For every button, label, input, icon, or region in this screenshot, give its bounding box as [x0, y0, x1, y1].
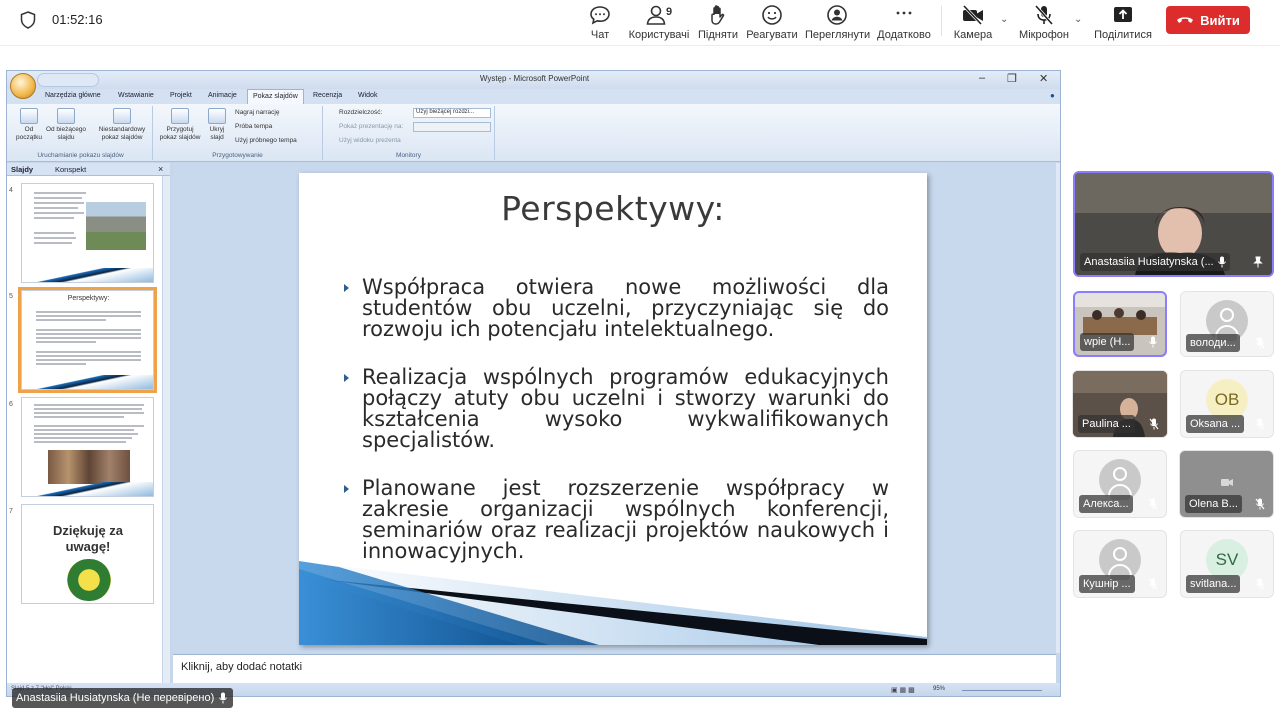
mic-icon	[1218, 256, 1226, 268]
group-photo	[48, 450, 130, 484]
slides-panel-scrollbar[interactable]	[162, 176, 170, 683]
slide-thumbnail-current[interactable]: Perspektywy:	[21, 290, 154, 390]
leave-button[interactable]	[1166, 6, 1250, 34]
phone-hangup-icon	[1176, 15, 1194, 25]
slides-panel-tabs	[7, 163, 170, 176]
participant-name: Кушнір ...	[1079, 575, 1135, 593]
view-label: Переглянути	[805, 29, 871, 41]
mic-off-icon	[1255, 337, 1265, 349]
setup-show-button[interactable]: Przygotuj pokaz slajdów	[155, 108, 205, 142]
slide-footer-decoration	[299, 561, 927, 645]
ribbon	[7, 104, 1061, 162]
microphone-button[interactable]	[1018, 3, 1070, 41]
avatar-initials: OB	[1206, 379, 1248, 421]
camera-button[interactable]	[952, 3, 994, 41]
ribbon-tab-animations[interactable]: Animacje	[208, 92, 237, 99]
university-seal-icon	[67, 559, 111, 601]
participant-tile[interactable]	[1180, 370, 1274, 438]
participant-tile[interactable]	[1072, 370, 1168, 438]
zoom-slider[interactable]	[962, 690, 1042, 691]
mic-off-icon	[1149, 418, 1159, 430]
close-icon[interactable]: ×	[158, 164, 164, 174]
slideshow-icon	[57, 108, 75, 124]
hide-slide-button[interactable]: Ukryj slajd	[205, 108, 229, 142]
stage-scrollbar[interactable]	[1056, 163, 1061, 653]
restore-icon[interactable]: ❐	[1007, 73, 1017, 85]
participant-name: Anastasiia Husiatynska (...	[1080, 253, 1230, 271]
participants-label: Користувачі	[628, 29, 690, 41]
mic-off-icon	[1255, 578, 1265, 590]
slideshow-icon	[20, 108, 38, 124]
help-icon[interactable]: ●	[1050, 91, 1055, 100]
bullet-arrow-icon	[344, 374, 349, 382]
smiley-icon	[760, 3, 784, 27]
participant-tile[interactable]	[1180, 530, 1274, 598]
camera-label: Камера	[953, 29, 993, 41]
slide-number: 5	[9, 293, 13, 300]
participant-tile[interactable]	[1180, 291, 1274, 357]
tab-slides[interactable]: Slajdy	[11, 165, 34, 174]
leave-label: Вийти	[1200, 12, 1240, 28]
mic-off-icon	[1148, 498, 1158, 510]
shield-icon[interactable]	[20, 11, 36, 29]
from-beginning-button[interactable]: Od początku	[13, 108, 45, 142]
office-button[interactable]	[10, 73, 36, 99]
meeting-toolbar	[0, 0, 1280, 46]
bullet-arrow-icon	[344, 485, 349, 493]
ribbon-tab-slideshow[interactable]: Pokaz slajdów	[247, 89, 304, 104]
participant-tile[interactable]	[1179, 450, 1274, 518]
more-button[interactable]	[876, 3, 932, 41]
quick-access-toolbar[interactable]	[37, 73, 99, 87]
presenter-view-checkbox[interactable]: Użyj widoku prezenta	[339, 137, 401, 144]
hand-icon	[706, 3, 730, 27]
notes-pane[interactable]	[173, 654, 1056, 683]
participant-tile[interactable]	[1073, 450, 1167, 518]
view-icon	[825, 3, 849, 27]
mic-off-icon	[1255, 498, 1265, 510]
avatar-initials: SV	[1206, 539, 1248, 581]
participant-name: wpie (Н...	[1080, 333, 1134, 351]
slide-thumbnail[interactable]	[21, 183, 154, 283]
record-narration-button[interactable]: Nagraj narrację	[235, 109, 280, 116]
group-setup: Przygotuj pokaz slajdów Ukryj slajd Nagraj narrację Próba tempa Użyj próbnego tempa Przygotowywanie	[153, 106, 323, 160]
react-button[interactable]	[745, 3, 799, 41]
slide-number: 7	[9, 508, 13, 515]
participant-name: володи...	[1186, 334, 1240, 352]
shared-screen	[6, 70, 1061, 697]
zoom-level[interactable]: 95%	[933, 686, 946, 692]
slide-thumbnail[interactable]	[21, 397, 154, 497]
toolbar-divider	[941, 6, 942, 36]
participants-button[interactable]	[628, 3, 690, 41]
mic-off-icon	[1255, 418, 1265, 430]
more-label: Додатково	[877, 29, 931, 41]
ribbon-tab-review[interactable]: Recenzja	[313, 92, 343, 99]
custom-show-button[interactable]: Niestandardowy pokaz slajdów	[93, 108, 151, 142]
close-icon[interactable]: ✕	[1039, 73, 1049, 85]
active-speaker-label: Anastasiia Husiatynska (Не перевірено)	[12, 688, 233, 708]
notes-placeholder: Kliknij, aby dodać notatki	[181, 661, 303, 673]
chat-button[interactable]	[585, 3, 615, 41]
view-buttons[interactable]: ▣ ▦ ▩	[891, 687, 915, 694]
mic-off-icon	[1148, 578, 1158, 590]
person-icon	[644, 3, 668, 27]
resolution-label: Rozdzielczość:	[339, 109, 383, 116]
slides-panel	[7, 163, 170, 683]
slide-stage	[173, 163, 1056, 653]
participant-tile[interactable]	[1073, 291, 1167, 357]
participant-name: svitlana...	[1186, 575, 1240, 593]
slide-bullet: Realizacja wspólnych programów edukacyjnych połączy atuty obu uczelni i stworzy warunki do kształcenia wysoko wykwalifikowanych specjalistów.	[344, 367, 889, 451]
chat-icon	[588, 3, 612, 27]
camera-options-chevron-icon[interactable]: ⌄	[1000, 14, 1009, 25]
ppt-window-title: Występ - Microsoft PowerPoint	[479, 74, 590, 83]
setup-icon	[171, 108, 189, 124]
raise-hand-button[interactable]	[697, 3, 739, 41]
participant-count: 9	[666, 6, 673, 18]
minimize-icon[interactable]: –	[979, 72, 986, 84]
share-icon	[1111, 3, 1135, 27]
use-timings-checkbox[interactable]: Użyj próbnego tempa	[235, 137, 297, 144]
custom-show-icon	[113, 108, 131, 124]
rehearse-timings-button[interactable]: Próba tempa	[235, 123, 273, 130]
participant-name: Алекса...	[1079, 495, 1133, 513]
participant-name: Oksana ...	[1186, 415, 1244, 433]
slide-thumbnail[interactable]: Dziękuję za uwagę!	[21, 504, 154, 604]
slide-title: Perspektywy:	[501, 189, 725, 228]
ribbon-tabs	[7, 89, 1061, 104]
slide-number: 6	[9, 401, 13, 408]
ribbon-tab-home[interactable]: Narzędzia główne	[45, 92, 101, 99]
mic-icon	[219, 692, 227, 704]
show-on-select[interactable]	[413, 122, 491, 132]
react-label: Реагувати	[746, 29, 798, 41]
chat-label: Чат	[590, 29, 610, 41]
participant-tile[interactable]	[1073, 171, 1274, 277]
share-button[interactable]	[1093, 3, 1153, 41]
slide-bullet: Współpraca otwiera nowe możliwości dla studentów obu uczelni, przyczyniając się do rozwoju ich potencjału intelektualnego.	[344, 277, 889, 340]
view-button[interactable]	[805, 3, 869, 41]
raise-label: Підняти	[698, 29, 738, 41]
participant-tile[interactable]	[1073, 530, 1167, 598]
camera-off-icon	[1220, 475, 1234, 489]
more-dots-icon	[892, 3, 916, 27]
pin-icon[interactable]	[1252, 256, 1264, 268]
camera-off-icon	[961, 3, 985, 27]
campus-photo	[86, 202, 146, 250]
mic-label: Мікрофон	[1019, 29, 1069, 41]
mic-options-chevron-icon[interactable]: ⌄	[1074, 14, 1083, 25]
bullet-arrow-icon	[344, 284, 349, 292]
slide-bullet: Planowane jest rozszerzenie współpracy w zakresie organizacji wspólnych konferencji, seminariów oraz realizacji projektów naukowych i innowacyjnych.	[344, 478, 889, 562]
from-current-button[interactable]: Od bieżącego slajdu	[41, 108, 91, 142]
participant-name: Paulina ...	[1078, 415, 1135, 433]
ribbon-tab-design[interactable]: Projekt	[170, 92, 192, 99]
tab-outline[interactable]: Konspekt	[55, 165, 87, 174]
share-label: Поділитися	[1094, 29, 1152, 41]
hide-slide-icon	[208, 108, 226, 124]
ppt-title-bar	[7, 71, 1061, 89]
mic-off-icon	[1032, 3, 1056, 27]
group-start-slideshow: Od początku Od bieżącego slajdu Niestandardowy pokaz slajdów Uruchamianie pokazu slajdów	[9, 106, 153, 160]
ribbon-tab-view[interactable]: Widok	[358, 92, 378, 99]
meeting-timer: 01:52:16	[52, 12, 103, 27]
slide-number: 4	[9, 187, 13, 194]
participant-name: Olena B...	[1185, 495, 1242, 513]
current-slide[interactable]	[299, 173, 927, 645]
resolution-select[interactable]: Użyj bieżącej rozdzi...	[413, 108, 491, 118]
ribbon-tab-insert[interactable]: Wstawianie	[118, 92, 154, 99]
group-monitors: Rozdzielczość: Użyj bieżącej rozdzi... Pokaż prezentację na: Użyj widoku prezenta Monitory	[323, 106, 495, 160]
show-on-label: Pokaż prezentację na:	[339, 123, 404, 130]
mic-icon	[1149, 336, 1157, 348]
